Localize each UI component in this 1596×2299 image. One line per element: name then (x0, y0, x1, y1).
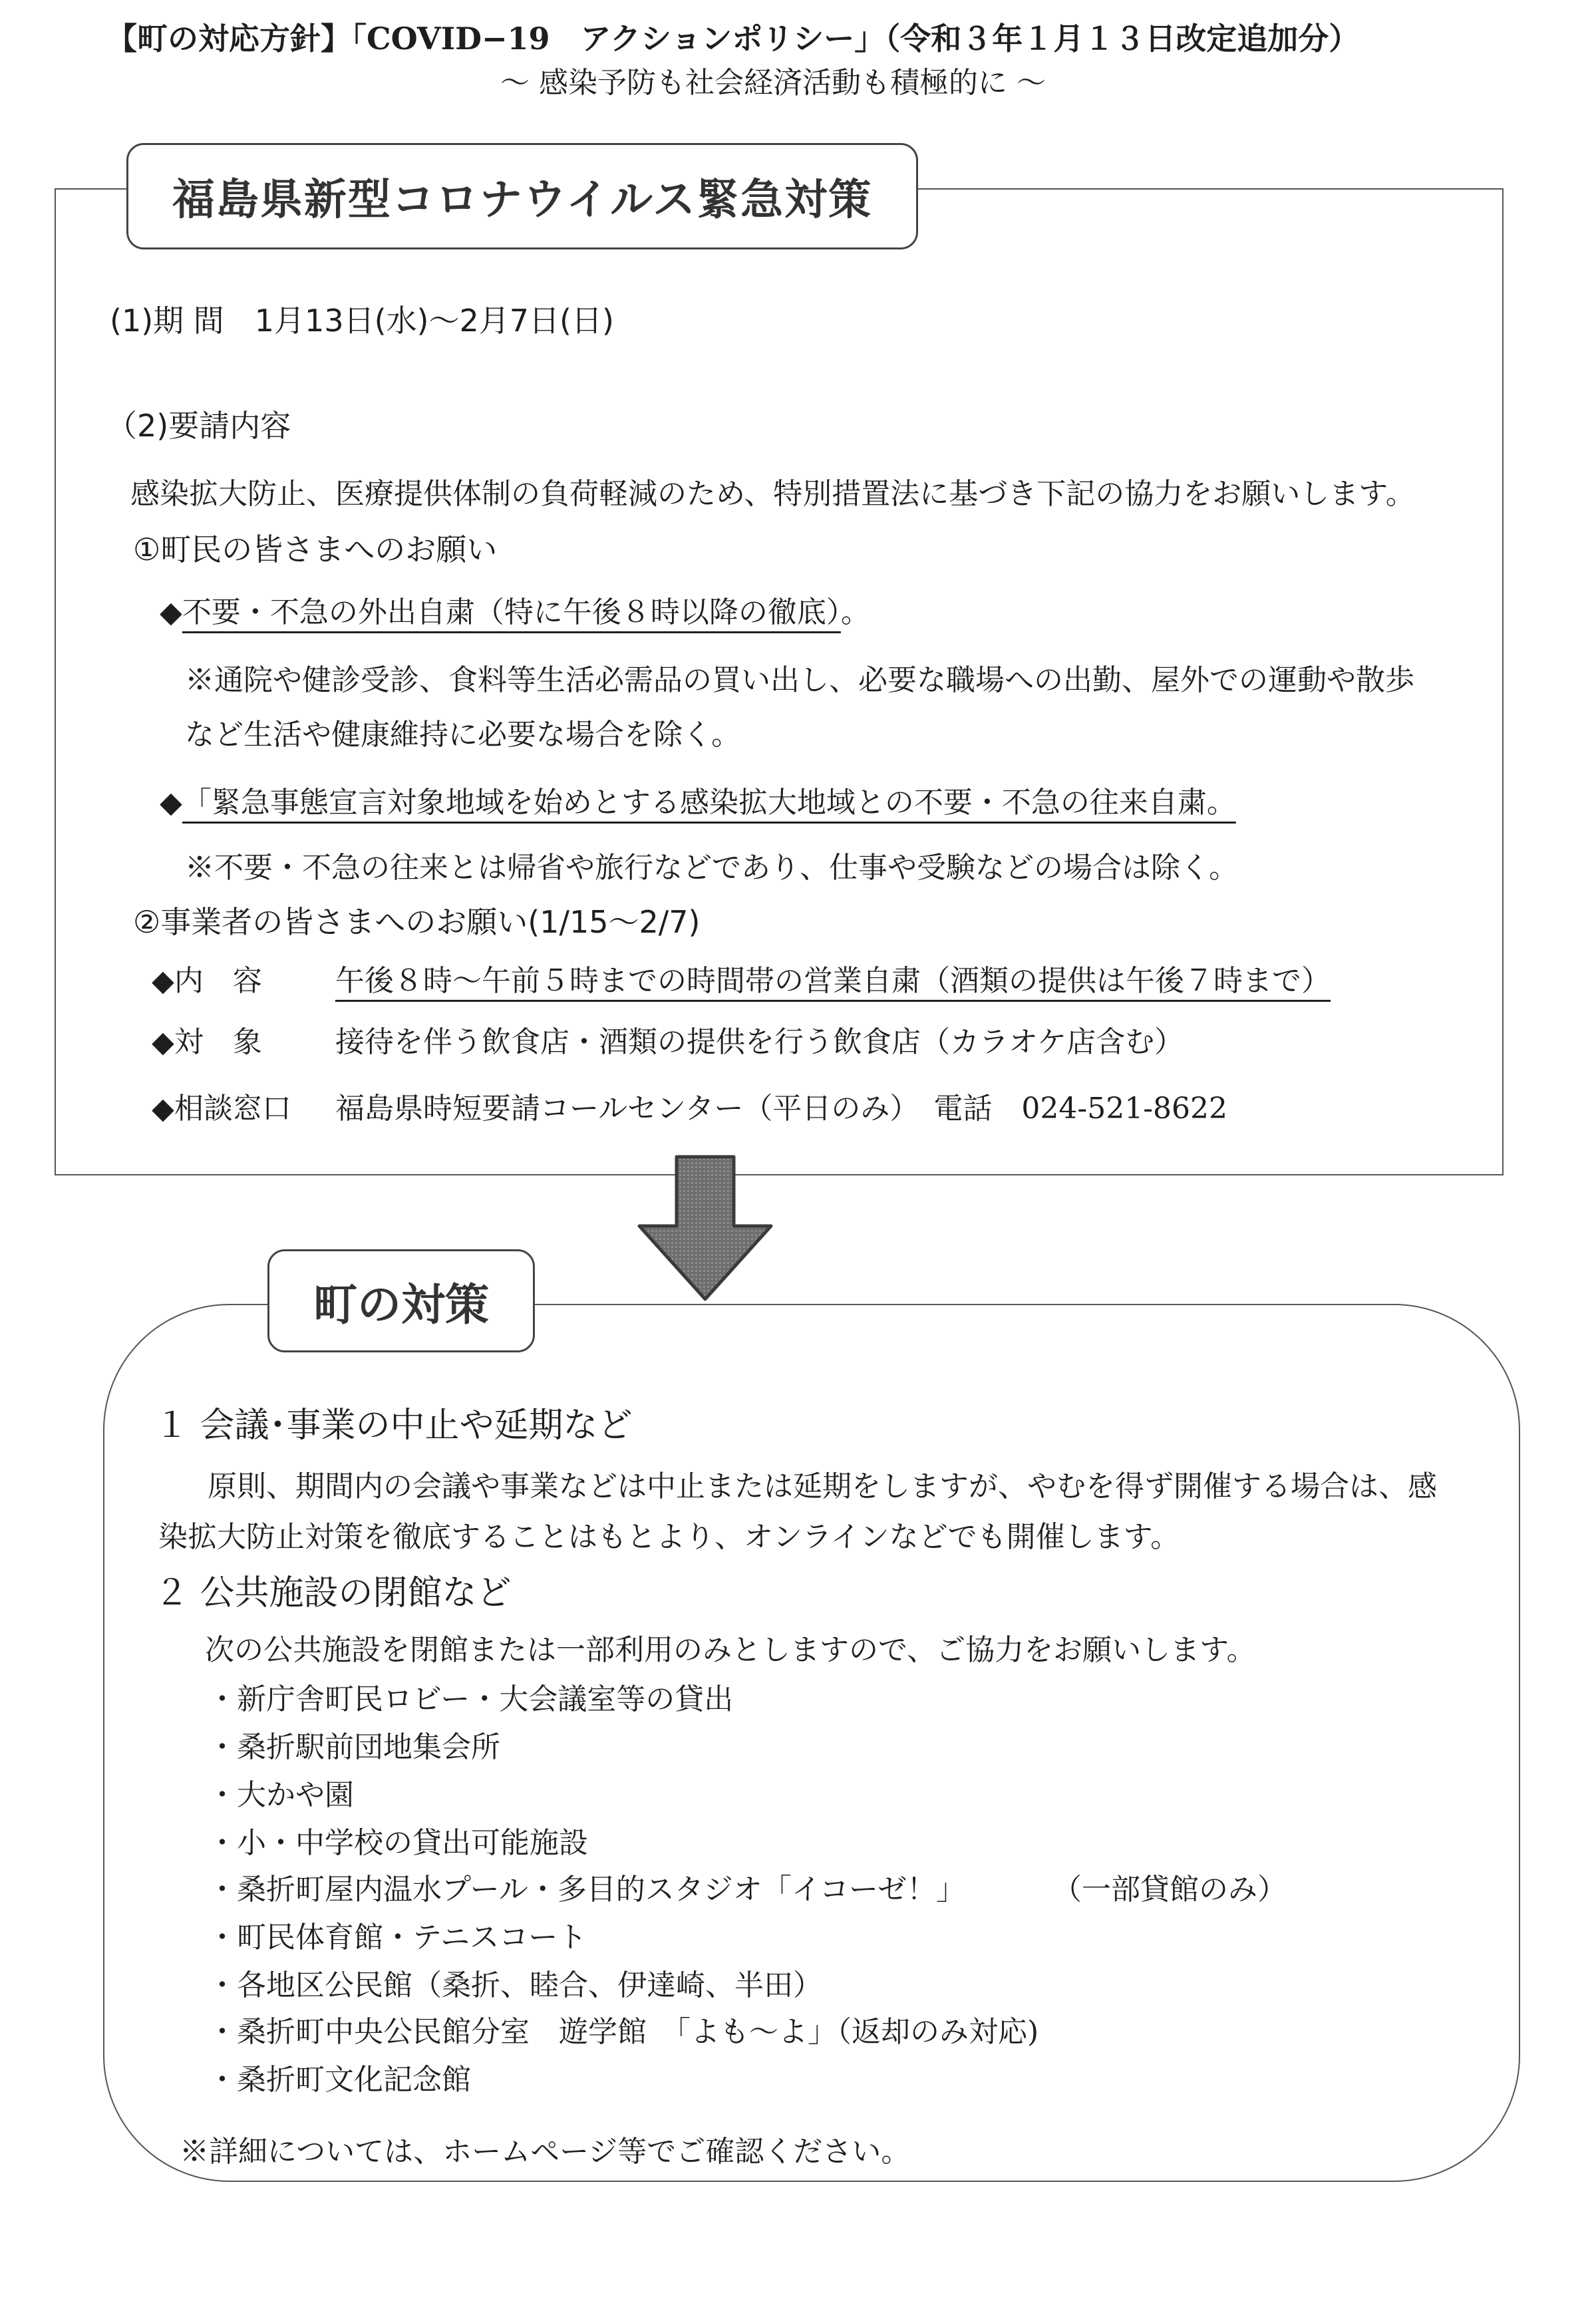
document-subtitle: 〜 感染予防も社会経済活動も積極的に 〜 (500, 66, 1046, 100)
residents-item-1: ◆不要・不急の外出自粛（特に午後８時以降の徹底）。 (160, 595, 870, 629)
section-2-intro: 次の公共施設を閉館または一部利用のみとしますので、ご協力をお願いします。 (205, 1633, 1256, 1667)
residents-item-2: ◆「緊急事態宣言対象地域を始めとする感染拡大地域との不要・不急の往来自粛。 (160, 786, 1236, 820)
business-consult-label: ◆相談窓口 (152, 1092, 291, 1126)
prefecture-measures-tag: 福島県新型コロナウイルス緊急対策 (126, 143, 918, 249)
facility-item: ・町民体育館・テニスコート (208, 1920, 587, 1954)
residents-note-1-line-2: など生活や健康維持に必要な場合を除く。 (185, 718, 741, 752)
facility-item: ・小・中学校の貸出可能施設 (208, 1826, 588, 1860)
facility-item: ・桑折町文化記念館 (208, 2063, 471, 2097)
business-heading: ②事業者の皆さまへのお願い(1/15〜2/7) (133, 904, 701, 940)
business-content-value: 午後８時〜午前５時までの時間帯の営業自粛（酒類の提供は午後７時まで） (335, 964, 1331, 998)
residents-heading: ①町民の皆さまへのお願い (133, 532, 498, 567)
request-heading: （2)要請内容 (106, 408, 291, 444)
business-target-label: ◆対 象 (152, 1025, 262, 1059)
business-target-value: 接待を伴う飲食店・酒類の提供を行う飲食店（カラオケ店含む） (335, 1025, 1184, 1059)
diamond-bullet-icon: ◆ (160, 595, 182, 629)
facility-item: ・新庁舎町民ロビー・大会議室等の貸出 (208, 1682, 734, 1716)
town-measures-tag: 町の対策 (267, 1249, 535, 1352)
facility-item: ・各地区公民館（桑折、睦合、伊達崎、半田） (208, 1968, 822, 2002)
footnote: ※詳細については、ホームページ等でご確認ください。 (180, 2135, 911, 2169)
section-1-body-line-1: 原則、期間内の会議や事業などは中止または延期をしますが、やむを得ず開催する場合は、感 (208, 1469, 1437, 1503)
facility-item: ・大かや園 (208, 1778, 354, 1812)
diamond-bullet-icon: ◆ (152, 1092, 174, 1126)
diamond-bullet-icon: ◆ (152, 964, 174, 998)
down-arrow-icon (635, 1154, 775, 1304)
facility-pool-note: （一部貸館のみ） (1052, 1873, 1287, 1907)
period-line: (1)期 間 1月13日(水)〜2月7日(日) (110, 303, 614, 339)
section-1-heading: １ 会議･事業の中止や延期など (154, 1406, 633, 1446)
diamond-bullet-icon: ◆ (152, 1025, 174, 1059)
business-consult-value: 福島県時短要請コールセンター（平日のみ） 電話 024-521-8622 (335, 1092, 1228, 1126)
section-2-heading: ２ 公共施設の閉館など (154, 1573, 512, 1613)
section-1-body-line-2: 染拡大防止対策を徹底することはもとより、オンラインなどでも開催します。 (158, 1520, 1180, 1554)
document-title: 【町の対応方針】「COVID−19 アクションポリシー」（令和３年１月１３日改定追加分） (106, 21, 1360, 57)
residents-note-2: ※不要・不急の往来とは帰省や旅行などであり、仕事や受験などの場合は除く。 (185, 851, 1239, 885)
facility-item: ・桑折町屋内温水プール・多目的スタジオ「イコーゼ！」 (208, 1873, 966, 1907)
diamond-bullet-icon: ◆ (160, 786, 182, 820)
business-content-label: ◆内 容 (152, 964, 262, 998)
request-intro: 感染拡大防止、医療提供体制の負荷軽減のため、特別措置法に基づき下記の協力をお願いします。 (130, 477, 1415, 511)
facility-item: ・桑折町中央公民館分室 遊学館 「よも〜よ」（返却のみ対応) (208, 2015, 1039, 2049)
facility-item: ・桑折駅前団地集会所 (208, 1730, 500, 1764)
residents-note-1-line-1: ※通院や健診受診、食料等生活必需品の買い出し、必要な職場への出勤、屋外での運動や散歩 (185, 663, 1414, 697)
